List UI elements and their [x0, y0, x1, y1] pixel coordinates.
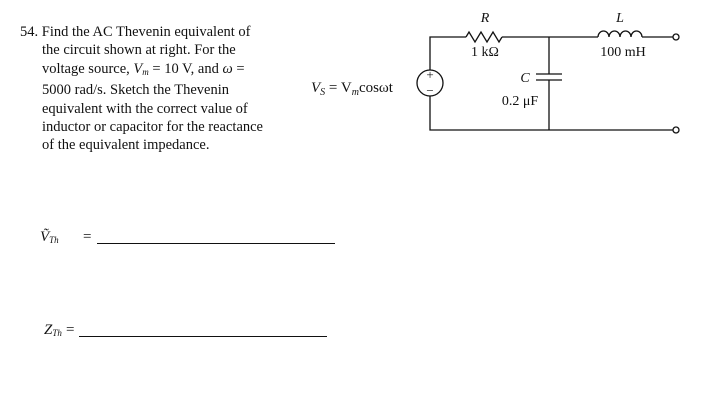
resistor — [466, 32, 502, 42]
resistor-name: R — [480, 11, 490, 26]
vth-blank[interactable] — [97, 243, 335, 244]
problem-line-1: 54. Find the AC Thevenin equivalent of — [20, 24, 251, 40]
minus-sign: − — [426, 83, 434, 98]
plus-sign: + — [426, 67, 434, 82]
source-label: $V_S = V_m\cos\omega t$ — [311, 80, 393, 98]
voltage-source — [417, 67, 443, 98]
wire-source-top — [430, 37, 466, 70]
problem-line-2: the circuit shown at right. For the — [42, 42, 236, 59]
resistor-value: 1 kΩ — [471, 45, 499, 60]
capacitor-value: 0.2 μF — [501, 94, 539, 109]
vth-symbol: Ṽ — [40, 229, 50, 245]
terminal-bottom — [673, 127, 679, 133]
problem-line-5: equivalent with the correct value of — [42, 100, 248, 117]
wire-bottom — [430, 96, 673, 130]
inductor-name: L — [616, 11, 624, 26]
problem-line-6: inductor or capacitor for the reactance — [42, 119, 263, 136]
capacitor — [536, 74, 562, 80]
zth-equals: = — [66, 322, 75, 338]
vth-equals: = — [83, 229, 92, 245]
zth-answer: $Z_{Th}$ = — [44, 322, 62, 339]
problem-line-3: voltage source, $V_m = 10$ V, and ω = — [42, 60, 245, 77]
inductor-value: 100 mH — [600, 45, 646, 60]
zth-symbol: Z — [44, 322, 53, 338]
vth-answer: Ṽ$_{Th}$ = — [40, 229, 59, 246]
problem-number: 54. — [20, 24, 39, 40]
problem-line-7: of the equivalent impedance. — [42, 137, 210, 154]
capacitor-name: C — [520, 71, 530, 86]
terminal-top — [673, 34, 679, 40]
zth-blank[interactable] — [79, 336, 327, 337]
problem-line-4: 5000 rad/s. Sketch the Thevenin — [42, 82, 229, 99]
inductor — [598, 31, 642, 37]
